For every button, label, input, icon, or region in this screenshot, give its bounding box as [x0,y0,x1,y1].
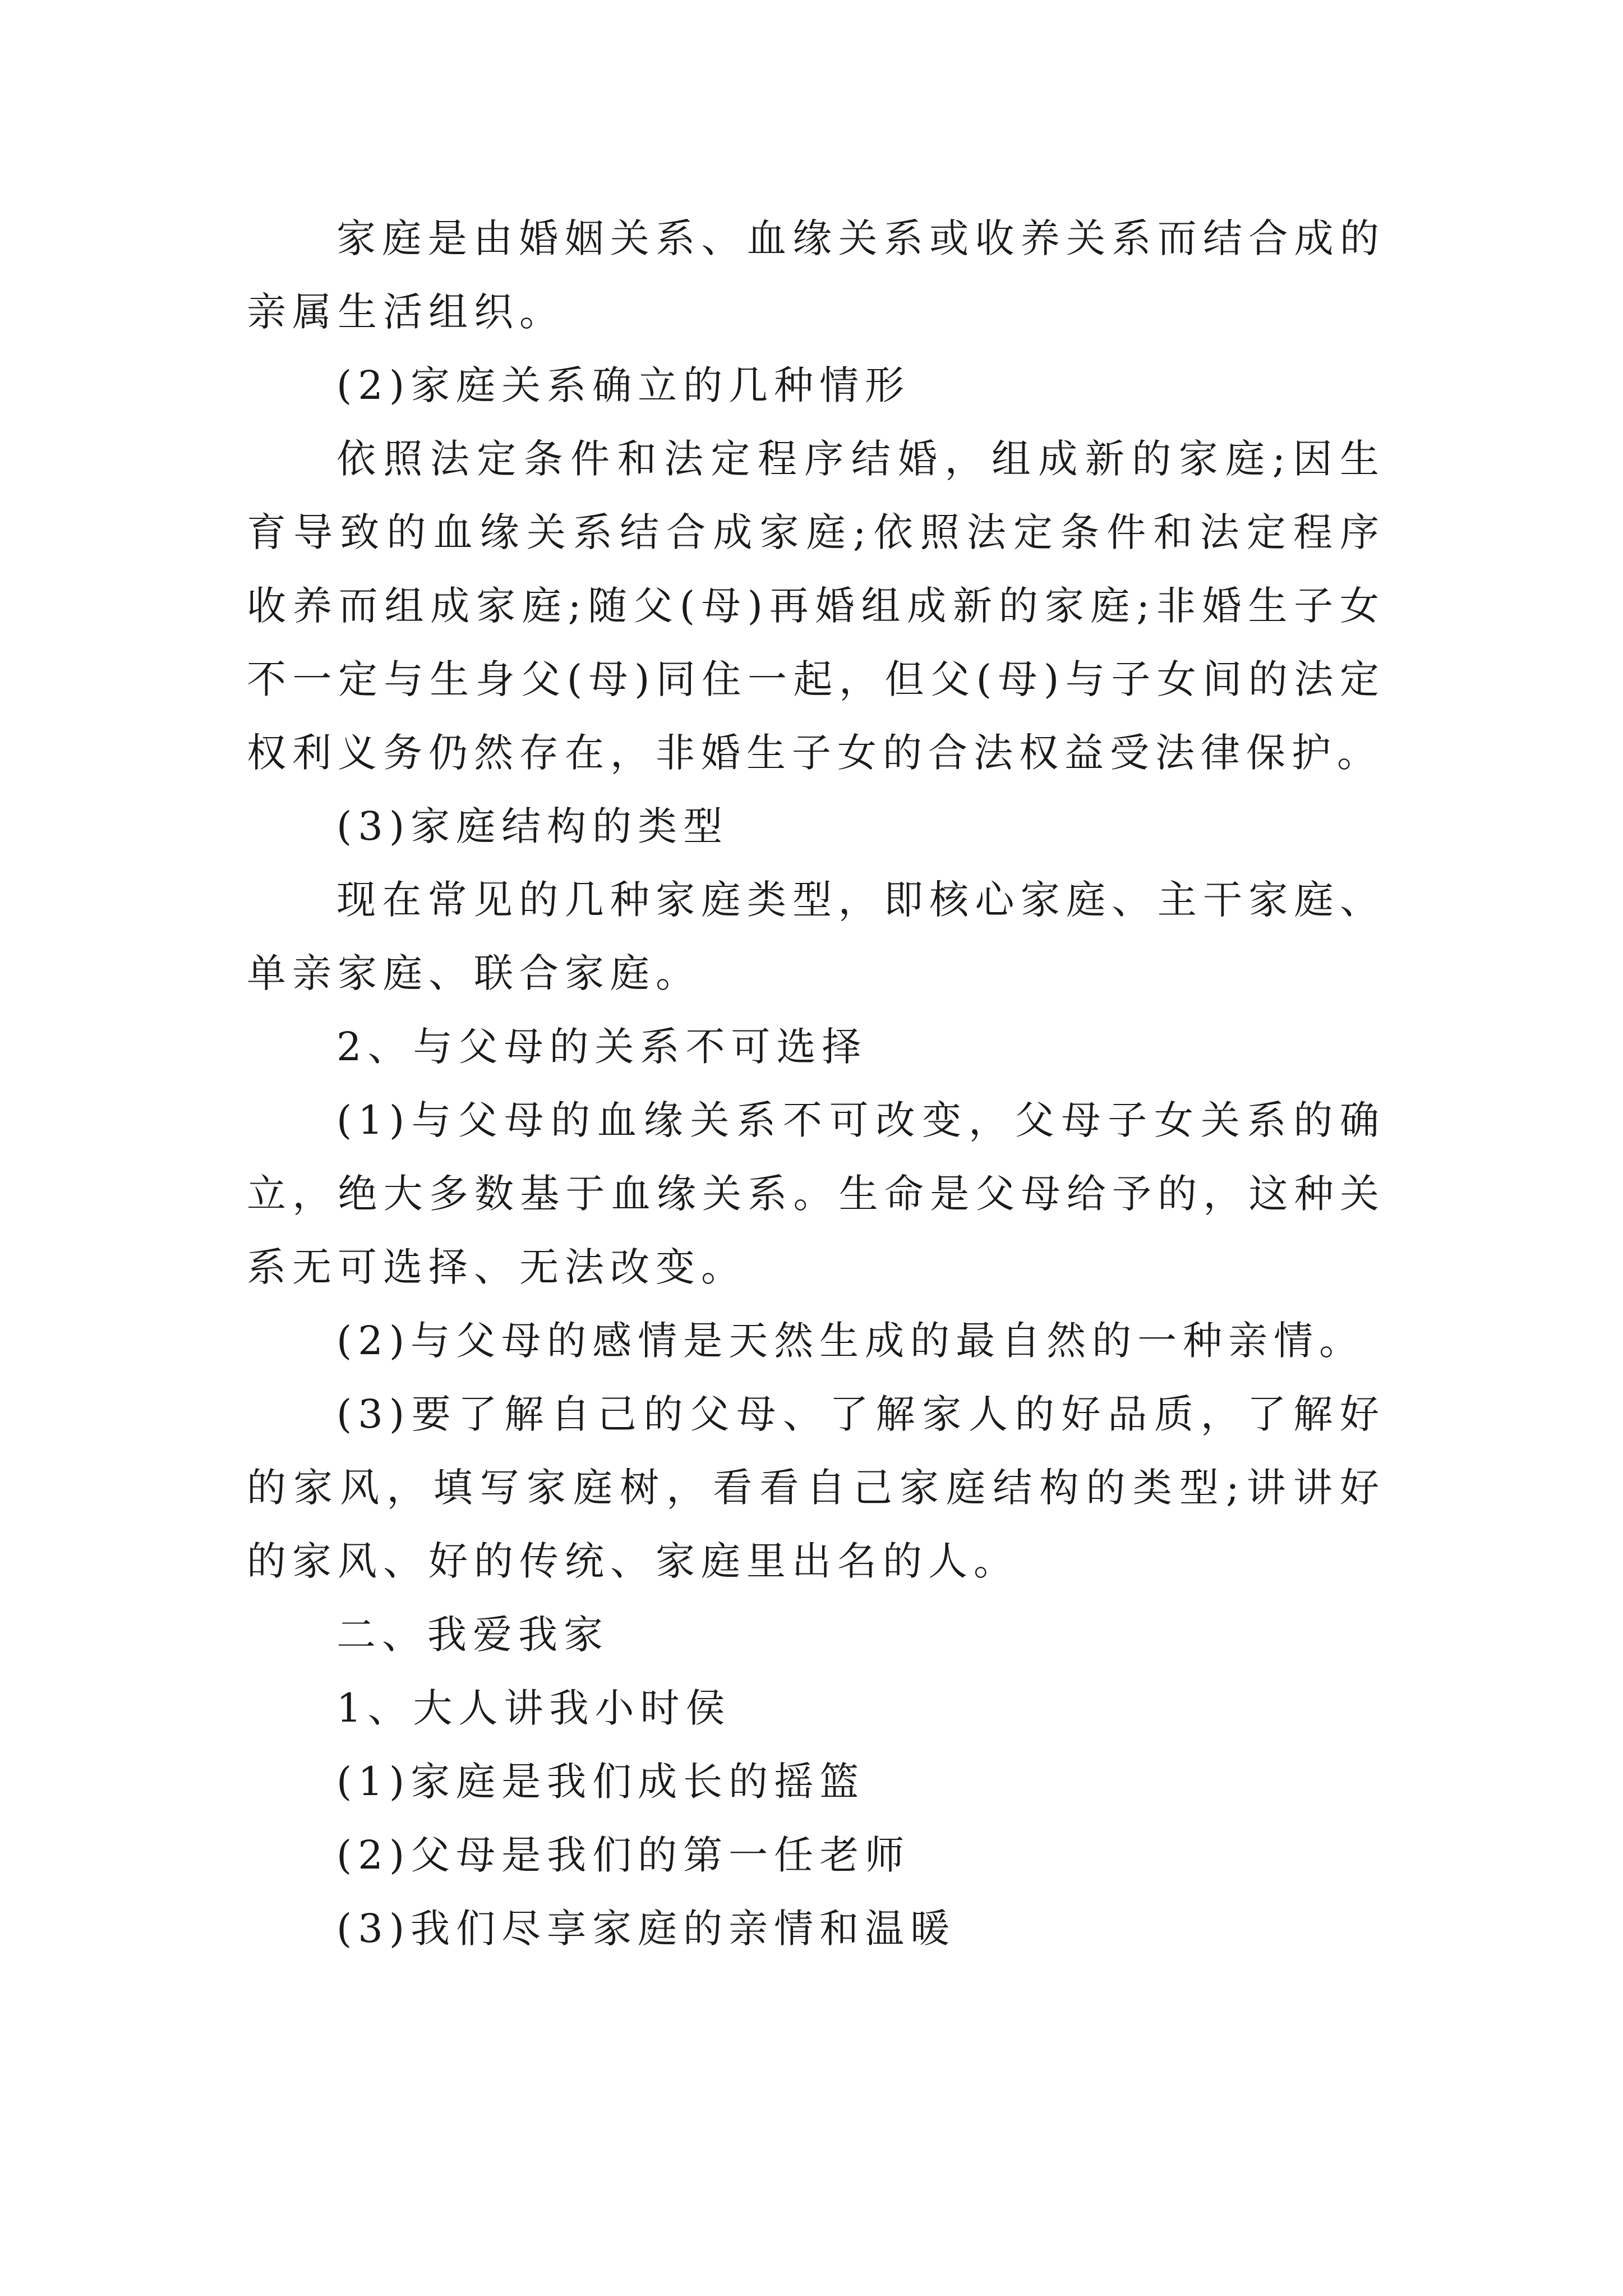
list-item-first-teacher: (2)父母是我们的第一任老师 [336,1832,911,1878]
document-page [247,202,1385,1966]
heading-childhood-stories: 1、大人讲我小时侯 [336,1685,731,1731]
list-item-warmth: (3)我们尽享家庭的亲情和温暖 [336,1906,956,1952]
heading-family-relationship-situations: (2)家庭关系确立的几种情形 [336,362,911,408]
heading-i-love-my-home: 二、我爱我家 [336,1612,609,1658]
paragraph-blood-relationship: (1)与父母的血缘关系不可改变，父母子女关系的确立，绝大多数基于血缘关系。生命是父母给予的，这种关系无可选择、无法改变。 [247,1097,1385,1290]
paragraph-family-definition: 家庭是由婚姻关系、血缘关系或收养关系而结合成的亲属生活组织。 [247,215,1385,335]
paragraph-family-structure-types: 现在常见的几种家庭类型，即核心家庭、主干家庭、单亲家庭、联合家庭。 [247,877,1385,996]
heading-parent-relationship: 2、与父母的关系不可选择 [336,1024,868,1070]
heading-family-structure-types: (3)家庭结构的类型 [336,803,729,849]
paragraph-know-parents: (3)要了解自己的父母、了解家人的好品质，了解好的家风，填写家庭树，看看自己家庭结构的类型;讲讲好的家风、好的传统、家庭里出名的人。 [247,1391,1385,1584]
paragraph-family-relationship-situations: 依照法定条件和法定程序结婚，组成新的家庭;因生育导致的血缘关系结合成家庭;依照法定条件和法定程序收养而组成家庭;随父(母)再婚组成新的家庭;非婚生子女不一定与生身父(母)同住一起，但父(母)与子女间的法定权利义务仍然存在，非婚生子女的合法权益受法律保护。 [247,436,1385,776]
paragraph-natural-affection: (2)与父母的感情是天然生成的最自然的一种亲情。 [336,1318,1365,1364]
list-item-cradle: (1)家庭是我们成长的摇篮 [336,1759,865,1805]
